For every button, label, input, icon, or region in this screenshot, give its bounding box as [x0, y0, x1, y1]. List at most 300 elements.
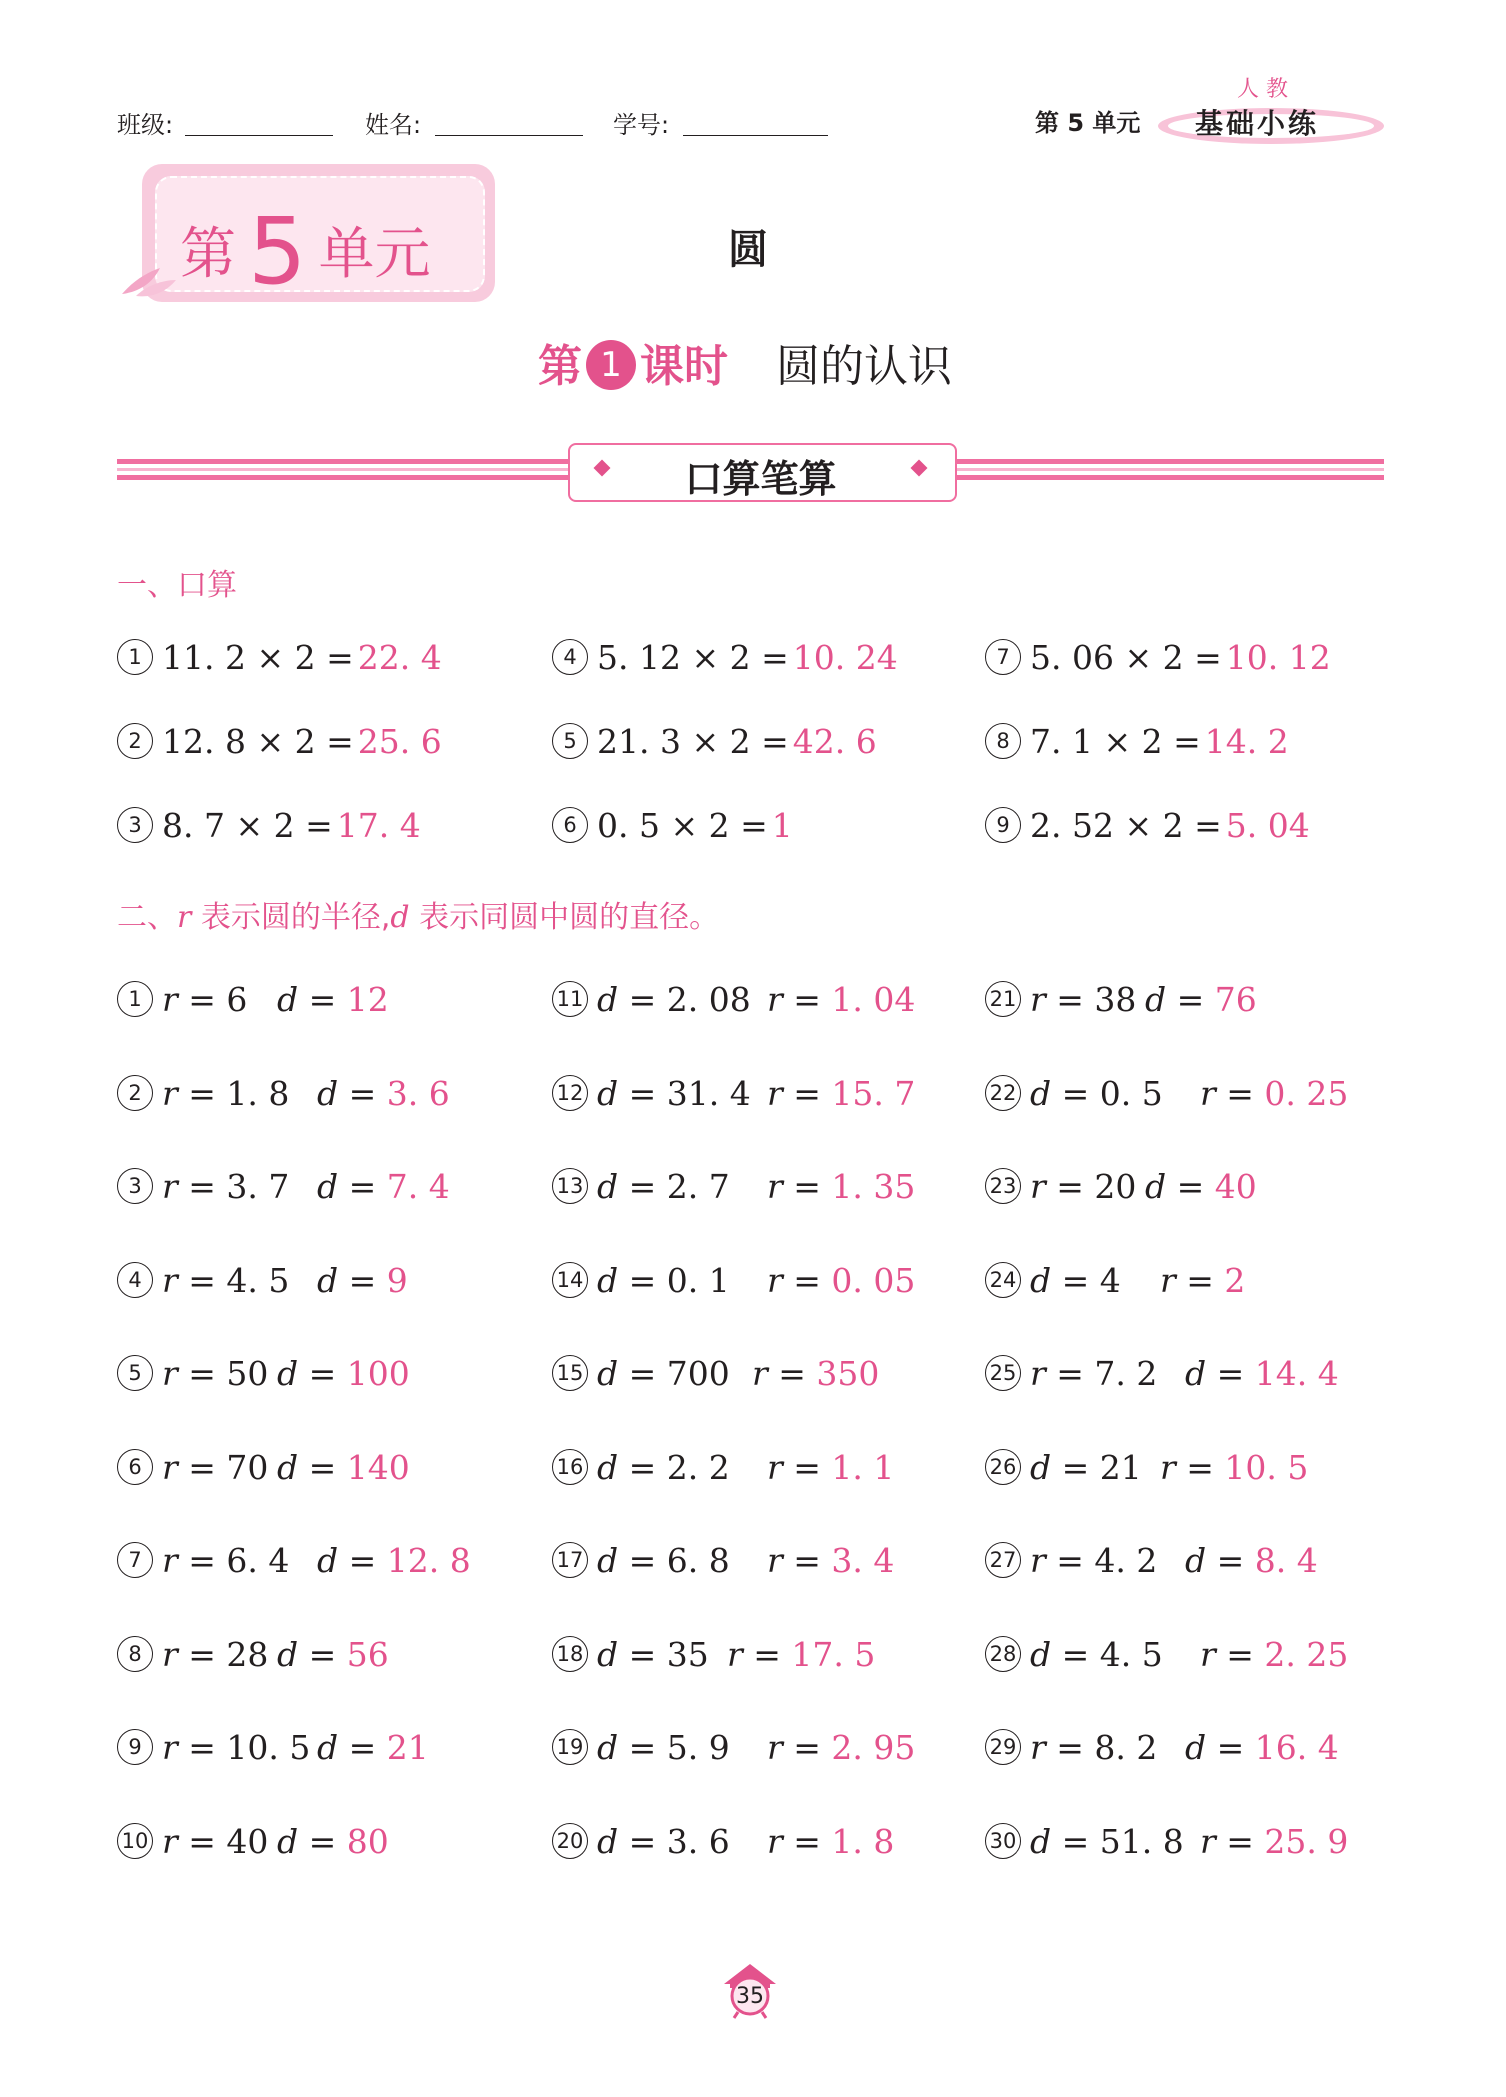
equals-sign: =	[618, 1728, 667, 1767]
answer-value: 12. 8	[386, 1541, 471, 1580]
item-number: 27	[985, 1542, 1021, 1578]
item-number: 7	[117, 1542, 153, 1578]
calc-answer: 10. 12	[1225, 638, 1331, 677]
answer-variable: d	[317, 1167, 339, 1206]
equals-sign: =	[1206, 1541, 1255, 1580]
given-variable: r	[162, 1447, 178, 1487]
radius-diameter-item	[117, 1821, 389, 1862]
given-variable: d	[597, 1260, 619, 1300]
answer-value: 3. 6	[386, 1073, 450, 1113]
item-number: 12	[552, 1075, 588, 1111]
radius-diameter-item	[985, 1167, 1257, 1207]
calc-question: 2. 52 × 2 =	[1030, 806, 1222, 845]
given-value: 2. 7	[666, 1167, 730, 1206]
section-box-label: 口算笔算	[684, 457, 837, 501]
answer-value: 1. 1	[831, 1447, 895, 1487]
id-blank[interactable]	[683, 135, 828, 136]
given-variable: d	[597, 1821, 619, 1861]
given-variable: d	[597, 1167, 619, 1206]
given-value: 4. 2	[1094, 1541, 1158, 1580]
given-variable: r	[162, 1821, 178, 1861]
answer-group	[277, 1354, 410, 1393]
equals-sign: =	[618, 1447, 667, 1487]
calc-question: 8. 7 × 2 =	[162, 806, 333, 845]
answer-value: 350	[816, 1354, 880, 1393]
given-value: 40	[226, 1821, 269, 1861]
radius-diameter-item	[985, 1634, 1349, 1675]
oral-calc-item	[117, 806, 421, 846]
equals-sign: =	[177, 1821, 227, 1861]
given-variable: d	[597, 1634, 619, 1674]
item-number: 1	[117, 981, 153, 1017]
radius-diameter-item	[117, 1447, 410, 1488]
unit-badge-text	[180, 188, 431, 305]
equals-sign: =	[618, 980, 667, 1019]
answer-variable: r	[767, 1728, 783, 1767]
equals-sign: =	[1045, 1167, 1095, 1206]
answer-variable: r	[1160, 1260, 1176, 1300]
answer-group	[277, 1822, 389, 1861]
item-number: 9	[117, 1729, 153, 1765]
item-number: 13	[552, 1168, 588, 1204]
equals-sign: =	[298, 1821, 347, 1861]
given-variable: d	[597, 1541, 619, 1580]
item-number: 3	[117, 807, 153, 843]
equals-sign: =	[177, 1634, 227, 1674]
given-value: 51. 8	[1099, 1821, 1184, 1861]
answer-variable: r	[767, 1073, 783, 1113]
equals-sign: =	[298, 1447, 347, 1487]
radius-diameter-item	[117, 1728, 429, 1768]
section2-heading-end: 表示同圆中圆的直径。	[409, 900, 720, 935]
given-variable: d	[597, 980, 619, 1019]
answer-group	[317, 1728, 429, 1767]
equals-sign: =	[782, 1260, 832, 1300]
item-number: 8	[117, 1636, 153, 1672]
equals-sign: =	[782, 1073, 832, 1113]
item-number: 8	[985, 723, 1021, 759]
radius-diameter-item	[985, 1354, 1339, 1394]
item-number: 17	[552, 1542, 588, 1578]
equals-sign: =	[1215, 1821, 1265, 1861]
given-value: 70	[226, 1447, 269, 1487]
answer-variable: d	[317, 1260, 339, 1300]
item-number: 16	[552, 1449, 588, 1485]
calc-answer: 5. 04	[1225, 806, 1310, 845]
given-variable: r	[1030, 1167, 1046, 1206]
equals-sign: =	[1166, 1167, 1215, 1206]
item-number: 3	[117, 1168, 153, 1204]
item-number: 25	[985, 1355, 1021, 1391]
equals-sign: =	[1045, 1354, 1095, 1393]
item-number: 28	[985, 1636, 1021, 1672]
given-value: 4	[1099, 1260, 1121, 1300]
equals-sign: =	[782, 1167, 832, 1206]
equals-sign: =	[1051, 1447, 1100, 1487]
publisher-label: 人 教	[1237, 77, 1288, 102]
radius-diameter-item	[985, 1541, 1318, 1581]
equals-sign: =	[1175, 1260, 1225, 1300]
radius-diameter-item	[552, 1167, 916, 1207]
radius-diameter-item	[552, 1541, 895, 1581]
answer-variable: d	[1145, 1167, 1167, 1206]
equals-sign: =	[618, 1541, 667, 1580]
given-value: 6. 8	[666, 1541, 730, 1580]
radius-diameter-item	[117, 1634, 389, 1675]
given-value: 3. 6	[666, 1821, 730, 1861]
id-label: 学号:	[613, 111, 670, 139]
answer-variable: d	[1185, 1354, 1207, 1393]
answer-value: 14. 4	[1254, 1354, 1339, 1393]
item-number: 5	[552, 723, 588, 759]
answer-variable: r	[767, 1167, 783, 1206]
item-number: 24	[985, 1262, 1021, 1298]
answer-variable: d	[317, 1728, 339, 1767]
oral-calc-item	[552, 806, 793, 846]
given-value: 0. 5	[1099, 1073, 1163, 1113]
answer-group	[767, 1167, 915, 1206]
equals-sign: =	[618, 1354, 667, 1393]
oral-calc-item	[985, 806, 1310, 846]
given-value: 7. 2	[1094, 1354, 1158, 1393]
given-variable: d	[597, 1354, 619, 1393]
radius-diameter-item	[117, 1354, 410, 1394]
calc-question: 7. 1 × 2 =	[1030, 722, 1201, 761]
equals-sign: =	[338, 1260, 387, 1300]
answer-variable: d	[317, 1541, 339, 1580]
oral-calc-item	[117, 638, 442, 678]
given-variable: d	[1030, 1447, 1052, 1487]
lesson-heading	[538, 330, 952, 394]
equals-sign: =	[742, 1634, 792, 1674]
equals-sign: =	[618, 1260, 667, 1300]
item-number: 4	[552, 639, 588, 675]
answer-variable: r	[1200, 1634, 1216, 1674]
lesson-number-badge: 1	[586, 340, 636, 390]
given-variable: r	[1030, 980, 1046, 1019]
oral-calc-item	[552, 638, 898, 678]
given-value: 1. 8	[226, 1073, 290, 1113]
answer-value: 100	[346, 1354, 410, 1393]
given-value: 35	[666, 1634, 709, 1674]
unit-prefix: 第	[180, 222, 236, 287]
answer-group	[767, 1822, 894, 1861]
answer-value: 76	[1214, 980, 1257, 1019]
equals-sign: =	[177, 1167, 227, 1206]
given-variable: r	[1030, 1354, 1046, 1393]
given-variable: r	[162, 1260, 178, 1300]
item-number: 4	[117, 1262, 153, 1298]
given-value: 8. 2	[1094, 1728, 1158, 1767]
lesson-prefix: 第	[538, 341, 582, 392]
equals-sign: =	[177, 1447, 227, 1487]
equals-sign: =	[1051, 1260, 1100, 1300]
radius-diameter-item	[117, 1167, 450, 1207]
given-value: 20	[1094, 1167, 1137, 1206]
answer-group	[752, 1354, 879, 1393]
answer-group	[1160, 1261, 1245, 1300]
leaf-decoration-icon	[118, 262, 180, 302]
given-variable: r	[162, 1167, 178, 1206]
answer-variable: d	[317, 1073, 339, 1113]
radius-diameter-item	[552, 1073, 916, 1114]
equals-sign: =	[767, 1354, 817, 1393]
item-number: 6	[552, 807, 588, 843]
radius-diameter-item	[552, 1447, 895, 1488]
unit-suffix: 单元	[318, 222, 431, 287]
answer-variable: d	[1145, 980, 1167, 1019]
answer-value: 1. 04	[831, 980, 916, 1019]
given-variable: d	[597, 1073, 619, 1113]
calc-answer: 25. 6	[357, 722, 442, 761]
radius-diameter-item	[985, 1821, 1349, 1862]
given-value: 4. 5	[1099, 1634, 1163, 1674]
item-number: 23	[985, 1168, 1021, 1204]
radius-diameter-item	[985, 1447, 1309, 1488]
calc-question: 11. 2 × 2 =	[162, 638, 354, 677]
item-number: 19	[552, 1729, 588, 1765]
radius-diameter-item	[117, 1541, 471, 1581]
given-variable: r	[162, 1634, 178, 1674]
given-variable: r	[162, 1728, 178, 1767]
page-number: 35	[736, 1984, 764, 2009]
item-number: 15	[552, 1355, 588, 1391]
given-value: 4. 5	[226, 1260, 290, 1300]
answer-variable: r	[767, 1260, 783, 1300]
given-variable: r	[162, 1073, 178, 1113]
answer-group	[767, 1541, 894, 1580]
section2-heading-mid: 表示圆的半径,	[191, 900, 391, 935]
given-value: 50	[226, 1354, 269, 1393]
answer-group	[1200, 1074, 1348, 1113]
given-variable: d	[597, 1728, 619, 1767]
given-variable: d	[1030, 1634, 1052, 1674]
lesson-suffix: 课时	[640, 341, 728, 392]
given-variable: r	[1030, 1728, 1046, 1767]
unit-title: 圆	[728, 227, 768, 273]
given-value: 31. 4	[666, 1073, 751, 1113]
answer-group	[1200, 1635, 1348, 1674]
answer-value: 17. 5	[791, 1634, 876, 1674]
answer-variable: d	[277, 1354, 299, 1393]
unit-label: 第 5 单元	[1035, 109, 1141, 137]
oral-calc-item	[985, 722, 1289, 762]
answer-value: 0. 05	[831, 1260, 916, 1300]
answer-value: 0. 25	[1264, 1073, 1349, 1113]
name-blank[interactable]	[435, 135, 583, 136]
answer-value: 21	[386, 1728, 429, 1767]
section2-heading-d: d	[390, 900, 410, 935]
answer-group	[767, 1261, 915, 1300]
equals-sign: =	[1051, 1821, 1100, 1861]
item-number: 29	[985, 1729, 1021, 1765]
item-number: 6	[117, 1449, 153, 1485]
equals-sign: =	[298, 1634, 347, 1674]
calc-question: 5. 06 × 2 =	[1030, 638, 1222, 677]
equals-sign: =	[618, 1821, 667, 1861]
equals-sign: =	[1045, 980, 1095, 1019]
answer-value: 2	[1224, 1260, 1246, 1300]
answer-group	[767, 1074, 915, 1113]
given-value: 2. 2	[666, 1447, 730, 1487]
calc-answer: 14. 2	[1204, 722, 1289, 761]
answer-group	[767, 1448, 894, 1487]
calc-answer: 10. 24	[792, 638, 898, 677]
given-value: 10. 5	[226, 1728, 311, 1767]
oral-calc-item	[552, 722, 877, 762]
answer-variable: r	[1200, 1073, 1216, 1113]
equals-sign: =	[1215, 1634, 1265, 1674]
item-number: 11	[552, 981, 588, 1017]
answer-variable: r	[767, 1821, 783, 1861]
radius-diameter-item	[552, 980, 916, 1020]
unit-number: 5	[248, 198, 307, 305]
item-number: 20	[552, 1823, 588, 1859]
equals-sign: =	[618, 1634, 667, 1674]
equals-sign: =	[1051, 1634, 1100, 1674]
answer-variable: d	[277, 1634, 299, 1674]
answer-value: 15. 7	[831, 1073, 916, 1113]
calc-question: 0. 5 × 2 =	[597, 806, 768, 845]
series-label: 基础小练	[1195, 107, 1320, 140]
equals-sign: =	[338, 1728, 387, 1767]
given-value: 38	[1094, 980, 1137, 1019]
section2-heading	[117, 892, 719, 936]
given-value: 28	[226, 1634, 269, 1674]
equals-sign: =	[1045, 1728, 1095, 1767]
item-number: 22	[985, 1075, 1021, 1111]
given-variable: d	[1030, 1073, 1052, 1113]
equals-sign: =	[177, 1260, 227, 1300]
radius-diameter-item	[985, 980, 1257, 1020]
item-number: 26	[985, 1449, 1021, 1485]
answer-value: 9	[386, 1260, 408, 1300]
answer-value: 1. 35	[831, 1167, 916, 1206]
item-number: 10	[117, 1823, 153, 1859]
answer-group	[277, 1448, 410, 1487]
equals-sign: =	[1166, 980, 1215, 1019]
given-variable: r	[1030, 1541, 1046, 1580]
equals-sign: =	[338, 1167, 387, 1206]
equals-sign: =	[338, 1541, 387, 1580]
equals-sign: =	[782, 1541, 832, 1580]
radius-diameter-item	[552, 1354, 880, 1394]
equals-sign: =	[1206, 1354, 1255, 1393]
oral-calc-item	[117, 722, 442, 762]
answer-value: 7. 4	[386, 1167, 450, 1206]
item-number: 7	[985, 639, 1021, 675]
radius-diameter-item	[117, 980, 389, 1020]
answer-value: 25. 9	[1264, 1821, 1349, 1861]
given-variable: r	[162, 980, 178, 1019]
item-number: 5	[117, 1355, 153, 1391]
radius-diameter-item	[117, 1073, 450, 1114]
answer-group	[767, 980, 915, 1019]
answer-group	[317, 1167, 450, 1206]
given-variable: r	[162, 1541, 178, 1580]
answer-value: 1. 8	[831, 1821, 895, 1861]
given-variable: r	[162, 1354, 178, 1393]
answer-value: 140	[346, 1447, 410, 1487]
given-variable: d	[597, 1447, 619, 1487]
answer-group	[1145, 980, 1257, 1019]
given-value: 6	[226, 980, 248, 1019]
radius-diameter-item	[552, 1634, 876, 1675]
section2-heading-r: r	[177, 900, 192, 935]
answer-value: 2. 25	[1264, 1634, 1349, 1674]
answer-value: 40	[1214, 1167, 1257, 1206]
answer-value: 80	[346, 1821, 389, 1861]
given-value: 5. 9	[666, 1728, 730, 1767]
radius-diameter-item	[985, 1260, 1246, 1301]
equals-sign: =	[618, 1167, 667, 1206]
oral-calc-item	[985, 638, 1331, 678]
answer-variable: r	[752, 1354, 768, 1393]
answer-group	[1145, 1167, 1257, 1206]
given-value: 700	[666, 1354, 730, 1393]
item-number: 2	[117, 723, 153, 759]
answer-group	[727, 1635, 875, 1674]
answer-variable: r	[767, 980, 783, 1019]
equals-sign: =	[1051, 1073, 1100, 1113]
equals-sign: =	[177, 1354, 227, 1393]
equals-sign: =	[1175, 1447, 1225, 1487]
class-label: 班级:	[117, 111, 174, 139]
item-number: 2	[117, 1075, 153, 1111]
item-number: 9	[985, 807, 1021, 843]
given-variable: d	[1030, 1821, 1052, 1861]
section2-heading-prefix: 二、	[117, 900, 177, 935]
answer-value: 2. 95	[831, 1728, 916, 1767]
equals-sign: =	[177, 980, 227, 1019]
equals-sign: =	[1206, 1728, 1255, 1767]
equals-sign: =	[177, 1073, 227, 1113]
lesson-title: 圆的认识	[776, 341, 952, 392]
answer-variable: d	[1185, 1541, 1207, 1580]
equals-sign: =	[298, 1354, 347, 1393]
equals-sign: =	[338, 1073, 387, 1113]
given-value: 0. 1	[666, 1260, 730, 1300]
answer-value: 3. 4	[831, 1541, 895, 1580]
item-number: 30	[985, 1823, 1021, 1859]
class-blank[interactable]	[185, 135, 333, 136]
answer-group	[1185, 1354, 1339, 1393]
answer-group	[277, 1635, 389, 1674]
calc-question: 5. 12 × 2 =	[597, 638, 789, 677]
answer-value: 8. 4	[1254, 1541, 1318, 1580]
equals-sign: =	[782, 1821, 832, 1861]
equals-sign: =	[177, 1728, 227, 1767]
answer-group	[1185, 1541, 1318, 1580]
equals-sign: =	[782, 1728, 832, 1767]
given-variable: d	[1030, 1260, 1052, 1300]
answer-value: 56	[346, 1634, 389, 1674]
calc-answer: 22. 4	[357, 638, 442, 677]
given-value: 2. 08	[666, 980, 751, 1019]
answer-group	[1160, 1448, 1308, 1487]
answer-variable: r	[727, 1634, 743, 1674]
answer-variable: d	[277, 1821, 299, 1861]
calc-question: 21. 3 × 2 =	[597, 722, 789, 761]
answer-value: 12	[346, 980, 389, 1019]
answer-value: 10. 5	[1224, 1447, 1309, 1487]
answer-variable: r	[1200, 1821, 1216, 1861]
answer-variable: d	[277, 980, 299, 1019]
answer-group	[317, 1261, 408, 1300]
answer-group	[317, 1074, 450, 1113]
radius-diameter-item	[552, 1821, 895, 1862]
answer-group	[1185, 1728, 1339, 1767]
